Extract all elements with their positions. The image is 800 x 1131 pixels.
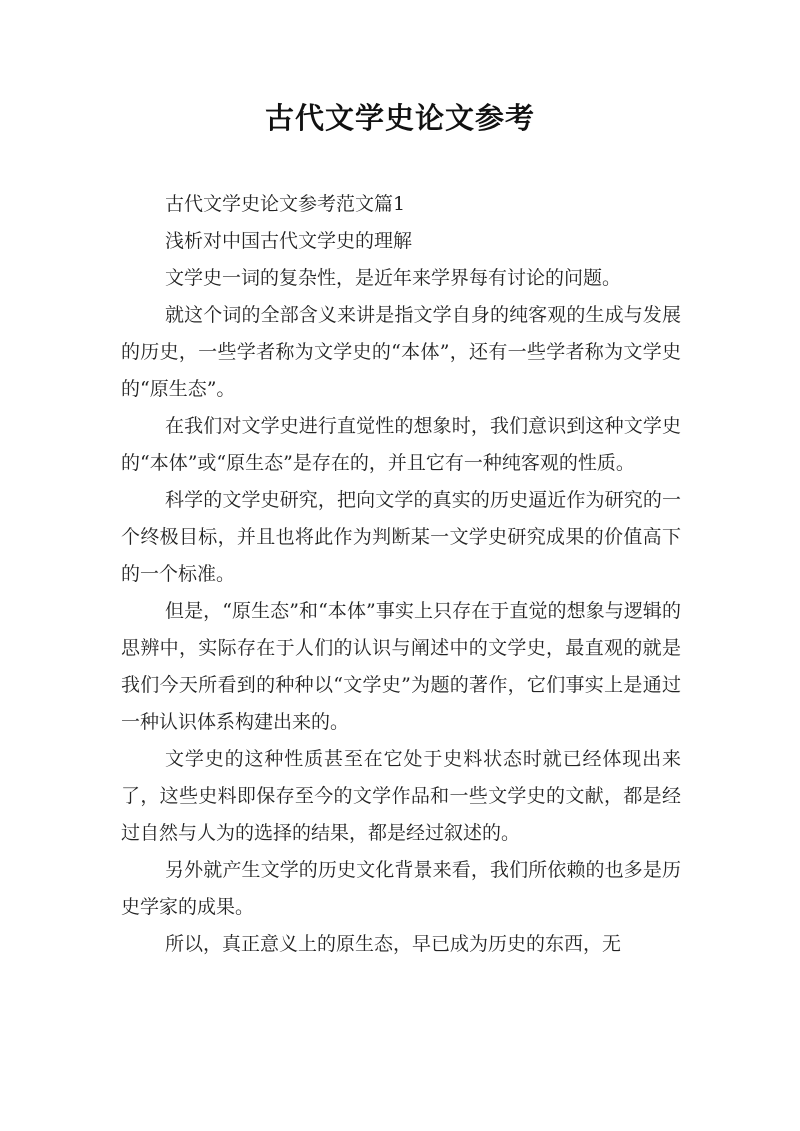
paragraph: 另外就产生文学的历史文化背景来看，我们所依赖的也多是历史学家的成果。 — [121, 859, 681, 918]
document-body — [121, 186, 681, 963]
paragraph: 在我们对文学史进行直觉性的想象时，我们意识到这种文学史的“本体”或“原生态”是存在的，并且它有一种纯客观的性质。 — [121, 415, 681, 474]
document-title: 古代文学史论文参考 — [264, 101, 535, 135]
paragraph: 就这个词的全部含义来讲是指文学自身的纯客观的生成与发展的历史，一些学者称为文学史的“本体”，还有一些学者称为文学史的“原生态”。 — [121, 304, 681, 400]
paragraph: 科学的文学史研究，把向文学的真实的历史逼近作为研究的一个终极目标，并且也将此作为判断某一文学史研究成果的价值高下的一个标准。 — [121, 489, 681, 585]
paragraph: 文学史一词的复杂性，是近年来学界每有讨论的问题。 — [165, 267, 622, 289]
paragraph: 所以，真正意义上的原生态，早已成为历史的东西，无 — [165, 933, 622, 955]
paragraph-subtitle-2: 浅析对中国古代文学史的理解 — [165, 230, 413, 252]
paragraph: 文学史的这种性质甚至在它处于史料状态时就已经体现出来了，这些史料即保存至今的文学作品和一些文学史的文献，都是经过自然与人为的选择的结果，都是经过叙述的。 — [121, 748, 681, 844]
paragraph: 但是，“原生态”和“本体”事实上只存在于直觉的想象与逻辑的思辨中，实际存在于人们的认识与阐述中的文学史，最直观的就是我们今天所看到的种种以“文学史”为题的著作，它们事实上是通过一种认识体系构建出来的。 — [121, 600, 681, 733]
paragraph-subtitle-1: 古代文学史论文参考范文篇1 — [165, 193, 406, 215]
